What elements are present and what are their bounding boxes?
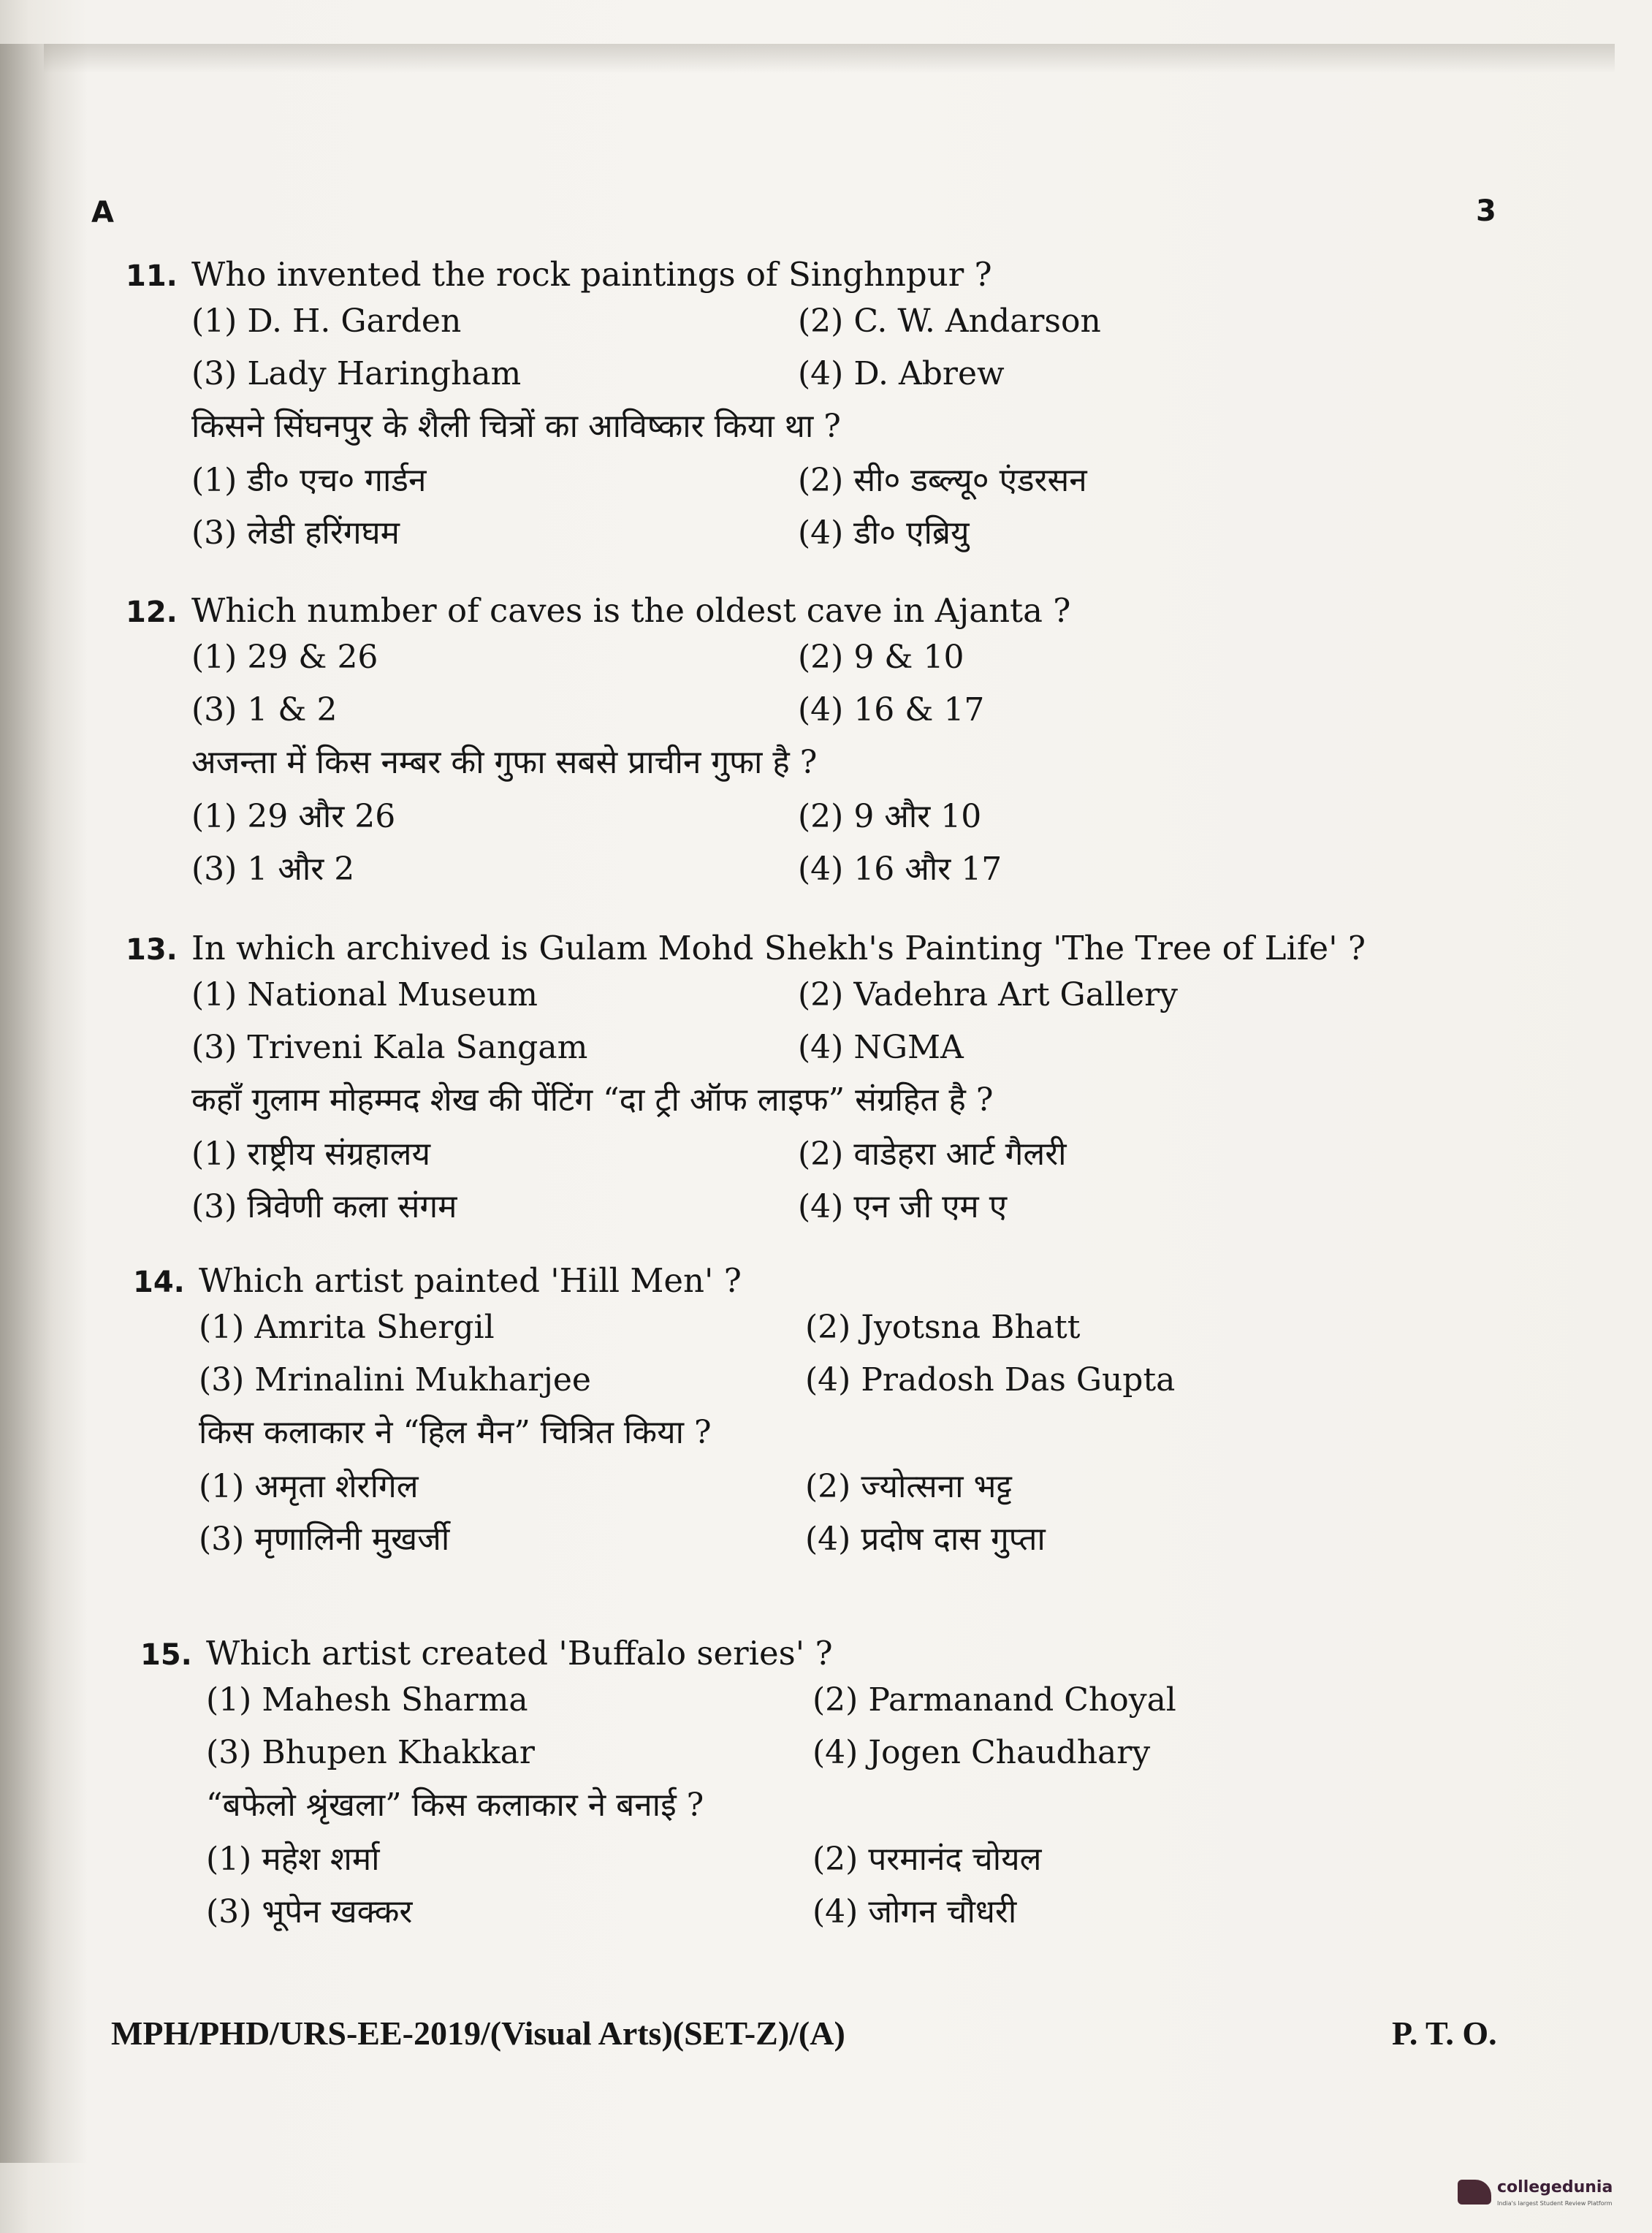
option-en-4: (4) NGMA bbox=[798, 1029, 964, 1066]
question-15 bbox=[140, 1633, 1324, 1943]
option-hi-1: (1) डी० एच० गार्डन bbox=[191, 462, 427, 499]
option-hi-4: (4) जोगन चौधरी bbox=[812, 1893, 1017, 1930]
option-hi-3: (3) त्रिवेणी कला संगम bbox=[191, 1188, 457, 1225]
option-en-3: (3) Triveni Kala Sangam bbox=[191, 1029, 588, 1066]
set-label: A bbox=[91, 196, 114, 229]
option-en-1: (1) D. H. Garden bbox=[191, 303, 462, 340]
option-en-4: (4) Pradosh Das Gupta bbox=[805, 1361, 1176, 1399]
question-11 bbox=[126, 254, 1309, 564]
watermark-logo bbox=[1458, 2174, 1618, 2218]
option-en-2: (2) Parmanand Choyal bbox=[812, 1681, 1176, 1719]
option-en-3: (3) 1 & 2 bbox=[191, 691, 338, 729]
question-text-en: Which artist created 'Buffalo series' ? bbox=[206, 1634, 833, 1673]
question-text-hi: किसने सिंघनपुर के शैली चित्रों का आविष्कार किया था ? bbox=[191, 408, 841, 445]
option-en-1: (1) Amrita Shergil bbox=[199, 1309, 495, 1346]
option-hi-2: (2) सी० डब्ल्यू० एंडरसन bbox=[798, 462, 1087, 499]
question-number: 12. bbox=[126, 596, 178, 629]
question-number: 14. bbox=[133, 1266, 185, 1299]
option-hi-2: (2) ज्योत्सना भट्ट bbox=[805, 1468, 1012, 1505]
question-text-en: Which number of caves is the oldest cave in Ajanta ? bbox=[191, 591, 1071, 630]
option-hi-1: (1) राष्ट्रीय संग्रहालय bbox=[191, 1135, 430, 1173]
pto-label: P. T. O. bbox=[1392, 2015, 1497, 2052]
option-hi-3: (3) भूपेन खक्कर bbox=[206, 1893, 413, 1930]
paper-code: MPH/PHD/URS-EE-2019/(Visual Arts)(SET-Z)/(A) bbox=[111, 2015, 845, 2052]
question-text-en: Which artist painted 'Hill Men' ? bbox=[199, 1261, 742, 1300]
option-hi-1: (1) अमृता शेरगिल bbox=[199, 1468, 419, 1505]
question-13 bbox=[126, 928, 1366, 1238]
option-hi-1: (1) महेश शर्मा bbox=[206, 1841, 380, 1878]
option-hi-1: (1) 29 और 26 bbox=[191, 798, 396, 835]
page-number: 3 bbox=[1476, 194, 1496, 228]
option-hi-4: (4) 16 और 17 bbox=[798, 851, 1002, 888]
scan-edge-shadow bbox=[0, 44, 88, 2163]
watermark-tagline: India's largest Student Review Platform bbox=[1497, 2200, 1613, 2207]
watermark-brand: collegedunia bbox=[1497, 2178, 1613, 2196]
option-en-2: (2) Jyotsna Bhatt bbox=[805, 1309, 1081, 1346]
question-12 bbox=[126, 590, 1309, 900]
option-en-4: (4) Jogen Chaudhary bbox=[812, 1734, 1151, 1771]
option-en-2: (2) C. W. Andarson bbox=[798, 303, 1101, 340]
option-hi-4: (4) डी० एब्रियु bbox=[798, 514, 970, 552]
question-text-hi: किस कलाकार ने “हिल मैन” चित्रित किया ? bbox=[199, 1414, 712, 1451]
option-hi-3: (3) लेडी हरिंगघम bbox=[191, 514, 400, 552]
question-text-hi: कहाँ गुलाम मोहम्मद शेख की पेंटिंग “दा ट्री ऑफ लाइफ” संग्रहित है ? bbox=[191, 1081, 994, 1119]
option-en-3: (3) Bhupen Khakkar bbox=[206, 1734, 535, 1771]
question-14 bbox=[133, 1260, 1317, 1570]
option-en-3: (3) Lady Haringham bbox=[191, 355, 522, 392]
option-hi-4: (4) प्रदोष दास गुप्ता bbox=[805, 1521, 1046, 1558]
question-text-hi: “बफेलो श्रृंखला” किस कलाकार ने बनाई ? bbox=[206, 1787, 704, 1824]
question-text-en: Who invented the rock paintings of Singhnpur ? bbox=[191, 255, 992, 294]
option-hi-2: (2) 9 और 10 bbox=[798, 798, 982, 835]
scan-top-shadow bbox=[44, 44, 1615, 73]
option-en-1: (1) Mahesh Sharma bbox=[206, 1681, 528, 1719]
option-en-1: (1) National Museum bbox=[191, 976, 538, 1013]
question-text-hi: अजन्ता में किस नम्बर की गुफा सबसे प्राचीन गुफा है ? bbox=[191, 744, 818, 781]
graduation-cap-icon bbox=[1458, 2180, 1491, 2205]
question-number: 13. bbox=[126, 933, 178, 967]
option-en-1: (1) 29 & 26 bbox=[191, 639, 378, 676]
question-text-en: In which archived is Gulam Mohd Shekh's Painting 'The Tree of Life' ? bbox=[191, 929, 1366, 967]
option-en-3: (3) Mrinalini Mukharjee bbox=[199, 1361, 591, 1399]
option-hi-3: (3) मृणालिनी मुखर्जी bbox=[199, 1521, 450, 1558]
option-hi-2: (2) परमानंद चोयल bbox=[812, 1841, 1042, 1878]
option-hi-3: (3) 1 और 2 bbox=[191, 851, 355, 888]
question-number: 15. bbox=[140, 1638, 192, 1672]
option-hi-4: (4) एन जी एम ए bbox=[798, 1188, 1008, 1225]
option-hi-2: (2) वाडेहरा आर्ट गैलरी bbox=[798, 1135, 1067, 1173]
question-number: 11. bbox=[126, 259, 178, 293]
option-en-4: (4) 16 & 17 bbox=[798, 691, 985, 729]
option-en-4: (4) D. Abrew bbox=[798, 355, 1005, 392]
option-en-2: (2) Vadehra Art Gallery bbox=[798, 976, 1179, 1013]
option-en-2: (2) 9 & 10 bbox=[798, 639, 964, 676]
